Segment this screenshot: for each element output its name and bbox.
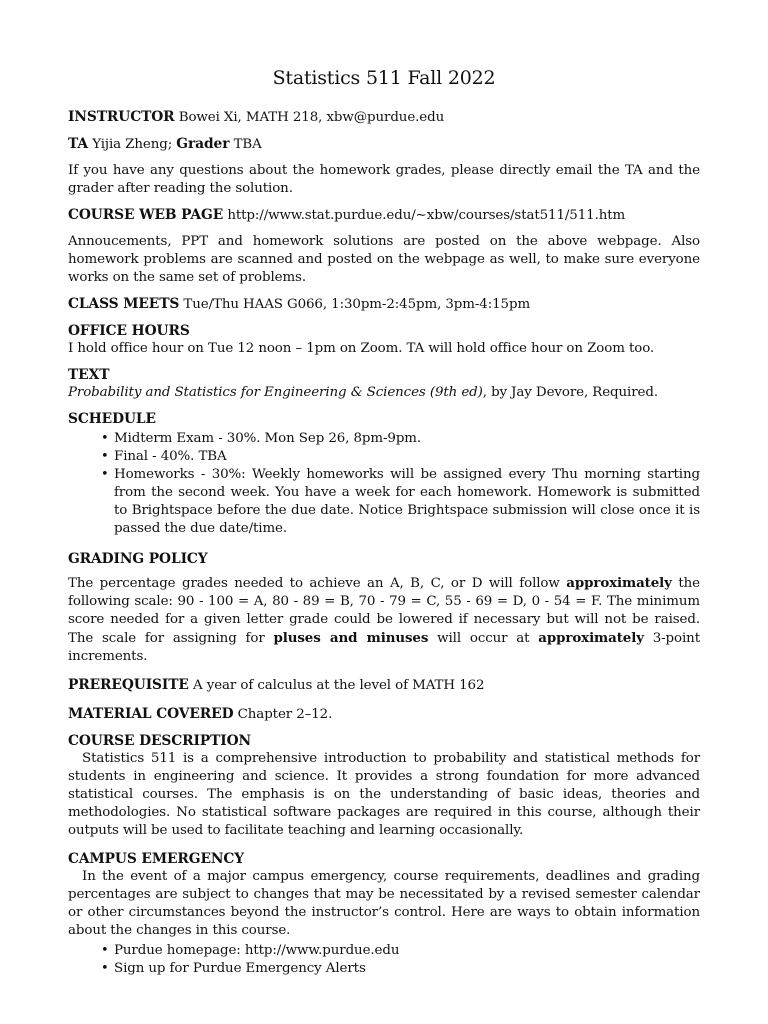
emergency-heading: CAMPUS EMERGENCY	[68, 851, 245, 867]
description-heading: COURSE DESCRIPTION	[68, 733, 252, 749]
emergency-item-alerts: • Sign up for Purdue Emergency Alerts	[114, 960, 700, 978]
material-line	[68, 705, 700, 724]
grading-emphasis-2: pluses and minuses	[273, 630, 429, 646]
textbook-title: Probability and Statistics for Engineering & Sciences (9th ed)	[68, 385, 483, 400]
text-section	[68, 366, 700, 402]
emergency-item-homepage: • Purdue homepage: http://www.purdue.edu	[114, 942, 700, 960]
prerequisite-value: A year of calculus at the level of MATH 162	[193, 678, 485, 693]
textbook-rest: , by Jay Devore, Required.	[482, 385, 658, 400]
class-meets-line	[68, 295, 700, 314]
grader-label: Grader	[176, 136, 230, 152]
grader-value: TBA	[233, 137, 262, 152]
ta-label: TA	[68, 136, 89, 152]
grading-section	[68, 550, 700, 666]
emergency-list	[68, 942, 700, 978]
material-label: MATERIAL COVERED	[68, 706, 234, 722]
class-meets-label: CLASS MEETS	[68, 296, 180, 312]
description-section	[68, 732, 700, 840]
office-hours-heading: OFFICE HOURS	[68, 323, 190, 339]
schedule-item-homeworks: • Homeworks - 30%: Weekly homeworks will be assigned every Thu morning starting from the second week. You have a week for each homework. Homework is submitted to Brightspace before the due date. Notice Brightspace submission will close once it is passed the due date/time.	[114, 466, 700, 538]
syllabus-page	[68, 66, 700, 986]
grading-text	[68, 574, 700, 666]
text-heading: TEXT	[68, 367, 110, 383]
grading-text-part-4: 3-point increments.	[68, 631, 700, 664]
prerequisite-label: PREREQUISITE	[68, 677, 189, 693]
textbook-line	[68, 384, 700, 402]
document-title: Statistics 511 Fall 2022	[272, 67, 496, 89]
webpage-note: Annoucements, PPT and homework solutions are posted on the above webpage. Also homework problems are scanned and posted on the webpage as well, to make sure everyone works on the same set of problems.	[68, 234, 700, 285]
webpage-url[interactable]: http://www.stat.purdue.edu/∼xbw/courses/stat511/511.htm	[227, 208, 626, 223]
emergency-text: In the event of a major campus emergency, course requirements, deadlines and grading percentages are subject to changes that may be necessitated by a revised semester calendar or other circumstances beyond the instructor’s control. Here are ways to obtain information about the changes in this course.	[68, 869, 700, 938]
description-text: Statistics 511 is a comprehensive introduction to probability and statistical methods for students in engineering and science. It provides a strong foundation for more advanced statistical courses. The emphasis is on the understanding of basic ideas, theories and methodologies. No statistical software packages are required in this course, although their outputs will be used to facilitate teaching and learning occasionally.	[68, 751, 700, 838]
instructor-label: INSTRUCTOR	[68, 109, 175, 125]
schedule-heading: SCHEDULE	[68, 411, 156, 427]
instructor-value: Bowei Xi, MATH 218, xbw@purdue.edu	[178, 110, 445, 125]
prerequisite-line	[68, 676, 700, 695]
grading-text-part-2: the following scale: 90 - 100 = A, 80 - 89 = B, 70 - 79 = C, 55 - 69 = D, 0 - 54 = F. The minimum score needed for a given letter grade could be lowered if necessary but will not be raised. The scale for assigning for	[68, 576, 700, 646]
instructor-line	[68, 108, 700, 127]
schedule-section	[68, 410, 700, 538]
material-value: Chapter 2–12.	[237, 707, 333, 722]
grading-heading: GRADING POLICY	[68, 551, 208, 567]
office-hours-text: I hold office hour on Tue 12 noon – 1pm on Zoom. TA will hold office hour on Zoom too.	[68, 341, 655, 356]
webpage-label: COURSE WEB PAGE	[68, 207, 224, 223]
office-hours-section	[68, 322, 700, 358]
class-meets-value: Tue/Thu HAAS G066, 1:30pm-2:45pm, 3pm-4:15pm	[183, 297, 531, 312]
webpage-line	[68, 206, 700, 225]
schedule-item-final: • Final - 40%. TBA	[114, 448, 700, 466]
schedule-list	[68, 430, 700, 538]
emergency-section	[68, 850, 700, 978]
grading-emphasis-3: approximately	[538, 630, 644, 646]
grading-text-part-1: The percentage grades needed to achieve an A, B, C, or D will follow	[68, 576, 567, 591]
grading-text-part-3: will occur at	[428, 631, 539, 646]
schedule-item-midterm: • Midterm Exam - 30%. Mon Sep 26, 8pm-9pm.	[114, 430, 700, 448]
grading-emphasis-1: approximately	[566, 575, 672, 591]
ta-note: If you have any questions about the homework grades, please directly email the TA and the grader after reading the solution.	[68, 163, 700, 196]
ta-value: Yijia Zheng;	[92, 137, 173, 152]
ta-line	[68, 135, 700, 154]
